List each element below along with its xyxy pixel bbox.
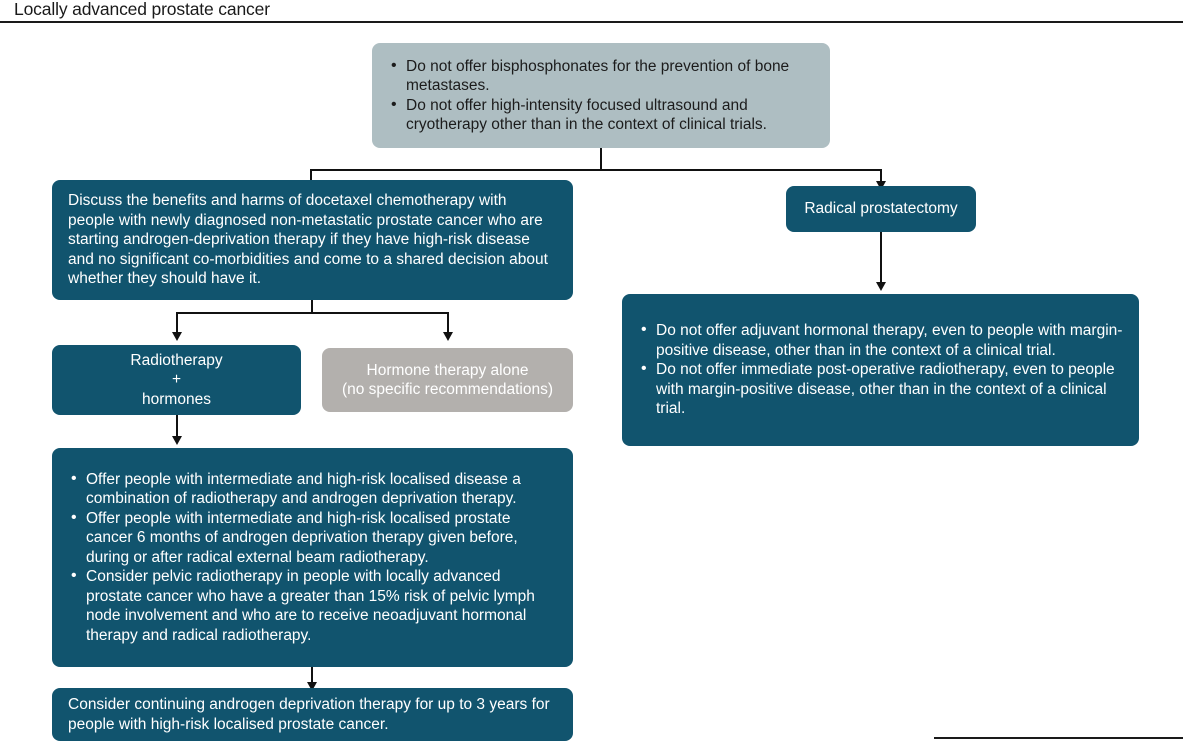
hormone-therapy-alone-line-1: Hormone therapy alone xyxy=(366,361,529,379)
connector-hormone-alone-drop xyxy=(447,312,449,334)
hormone-therapy-alone-line-2: (no specific recommendations) xyxy=(341,381,554,398)
continuing-adt-box xyxy=(52,688,573,741)
radiotherapy-hormones-box xyxy=(52,345,301,415)
list-item: • Do not offer bisphosphonates for the prevention of bone metastases. xyxy=(406,57,816,96)
arrowhead-icon xyxy=(443,332,453,341)
connector-radiotherapy-drop xyxy=(176,312,178,334)
radiotherapy-recommendations-list xyxy=(68,470,559,646)
radiotherapy-hormones-line-3: hormones xyxy=(142,390,211,408)
prostatectomy-recommendations-box xyxy=(622,294,1139,446)
radiotherapy-hormones-line-1: Radiotherapy xyxy=(130,351,223,369)
docetaxel-discussion-box xyxy=(52,180,573,300)
list-item: • Offer people with intermediate and high-risk localised prostate cancer 6 months of androgen deprivation therapy given before, during or after radical external beam radiotherapy. xyxy=(86,509,559,568)
connector-prostatectomy-recs xyxy=(880,232,882,285)
header-divider xyxy=(0,21,1183,23)
arrowhead-icon xyxy=(876,282,886,291)
hormone-therapy-alone-box xyxy=(322,348,573,412)
page-title: Locally advanced prostate cancer xyxy=(14,0,270,19)
arrowhead-icon xyxy=(172,436,182,445)
connector-split-horizontal xyxy=(310,169,881,171)
docetaxel-discussion-text: Discuss the benefits and harms of docetaxel chemotherapy with people with newly diagnosed non-metastatic prostate cancer who are starting androgen-deprivation therapy if they have high-risk disease and no significant co-morbidities and come to a shared decision about whether they should have it. xyxy=(68,192,548,288)
connector-top-stem xyxy=(600,148,602,170)
list-item: • Do not offer immediate post-operative radiotherapy, even to people with margin-positive disease, other than in the context of a clinical trial. xyxy=(656,360,1125,419)
list-item: • Offer people with intermediate and high-risk localised disease a combination of radiotherapy and androgen deprivation therapy. xyxy=(86,470,559,509)
top-note-box xyxy=(372,43,830,148)
list-item: • Do not offer adjuvant hormonal therapy, even to people with margin-positive disease, other than in the context of a clinical trial. xyxy=(656,321,1125,360)
footer-divider xyxy=(934,737,1183,739)
radical-prostatectomy-text: Radical prostatectomy xyxy=(804,200,958,218)
list-item: • Do not offer high-intensity focused ultrasound and cryotherapy other than in the context of clinical trials. xyxy=(406,96,816,135)
connector-radiotherapy-recs xyxy=(176,415,178,438)
top-note-bullet-list xyxy=(388,57,816,135)
radiotherapy-hormones-line-2: + xyxy=(171,371,182,389)
prostatectomy-recommendations-list xyxy=(638,321,1125,419)
list-item: • Consider pelvic radiotherapy in people with locally advanced prostate cancer who have a greater than 15% risk of pelvic lymph node involvement and who are to receive neoadjuvant hormonal therapy and radical radiotherapy. xyxy=(86,567,559,645)
radical-prostatectomy-box xyxy=(786,186,976,232)
connector-options-horizontal xyxy=(176,312,448,314)
continuing-adt-text: Consider continuing androgen deprivation therapy for up to 3 years for people with high-risk localised prostate cancer. xyxy=(68,696,550,733)
arrowhead-icon xyxy=(172,332,182,341)
radiotherapy-recommendations-box xyxy=(52,448,573,667)
